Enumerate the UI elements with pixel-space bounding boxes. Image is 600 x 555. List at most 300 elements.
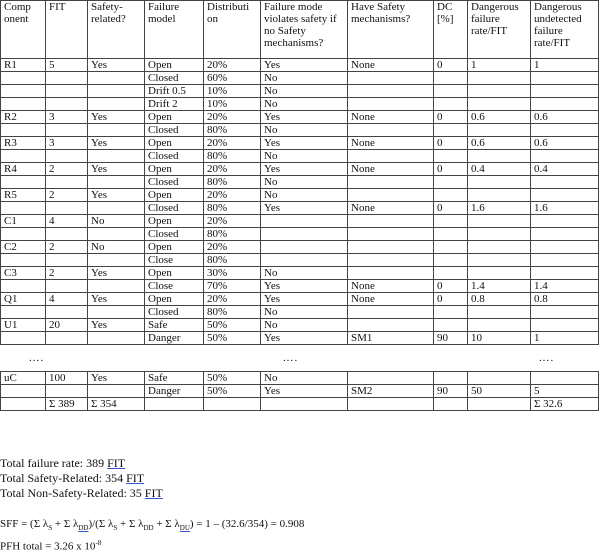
table-cell: 100 bbox=[46, 372, 88, 385]
table-cell: None bbox=[348, 163, 434, 176]
table-cell: 0.8 bbox=[531, 293, 599, 306]
table-cell: No bbox=[261, 319, 348, 332]
table-cell: Safe bbox=[145, 372, 204, 385]
table-cell bbox=[348, 241, 434, 254]
table-cell bbox=[434, 98, 468, 111]
table-cell bbox=[1, 306, 46, 319]
table-cell bbox=[46, 202, 88, 215]
table-cell: None bbox=[348, 111, 434, 124]
table-cell: 80% bbox=[204, 254, 261, 267]
table-cell bbox=[348, 254, 434, 267]
table-cell: No bbox=[261, 372, 348, 385]
table-cell bbox=[88, 254, 145, 267]
table-cell: 0.6 bbox=[531, 111, 599, 124]
table-cell bbox=[348, 85, 434, 98]
table-row bbox=[1, 332, 599, 345]
table-cell bbox=[468, 372, 531, 385]
table-cell bbox=[348, 306, 434, 319]
table-cell bbox=[468, 85, 531, 98]
table-cell bbox=[434, 228, 468, 241]
table-cell: Closed bbox=[145, 124, 204, 137]
table-cell: 2 bbox=[46, 163, 88, 176]
table-cell: U1 bbox=[1, 319, 46, 332]
table-row bbox=[1, 111, 599, 124]
table-cell bbox=[88, 98, 145, 111]
table-cell bbox=[261, 215, 348, 228]
table-cell bbox=[46, 85, 88, 98]
table-cell bbox=[88, 85, 145, 98]
table-cell: Yes bbox=[88, 267, 145, 280]
table-cell: 4 bbox=[46, 293, 88, 306]
table-cell: 0 bbox=[434, 59, 468, 72]
ellipsis-row bbox=[1, 345, 599, 372]
table-cell: Open bbox=[145, 215, 204, 228]
table-row bbox=[1, 202, 599, 215]
table-cell: 0 bbox=[434, 163, 468, 176]
table-cell: 5 bbox=[46, 59, 88, 72]
table-cell bbox=[1, 332, 46, 345]
table-cell bbox=[1, 228, 46, 241]
table-cell bbox=[261, 398, 348, 411]
table-cell bbox=[348, 345, 531, 372]
table-cell bbox=[46, 72, 88, 85]
table-cell bbox=[88, 280, 145, 293]
table-cell bbox=[468, 228, 531, 241]
table-cell bbox=[1, 254, 46, 267]
table-cell bbox=[348, 98, 434, 111]
table-cell: No bbox=[261, 306, 348, 319]
table-cell: R3 bbox=[1, 137, 46, 150]
table-row bbox=[1, 319, 599, 332]
table-cell: Yes bbox=[88, 293, 145, 306]
table-cell bbox=[531, 72, 599, 85]
table-row bbox=[1, 306, 599, 319]
table-cell bbox=[531, 85, 599, 98]
table-cell: 0.4 bbox=[468, 163, 531, 176]
table-cell: 50% bbox=[204, 332, 261, 345]
table-cell: 70% bbox=[204, 280, 261, 293]
table-cell: 4 bbox=[46, 215, 88, 228]
table-cell: Close bbox=[145, 254, 204, 267]
table-cell bbox=[46, 306, 88, 319]
table-cell bbox=[88, 332, 145, 345]
table-cell: Closed bbox=[145, 150, 204, 163]
table-cell bbox=[204, 398, 261, 411]
table-cell: Open bbox=[145, 137, 204, 150]
table-row bbox=[1, 124, 599, 137]
table-cell bbox=[531, 254, 599, 267]
table-cell bbox=[468, 215, 531, 228]
table-cell bbox=[434, 267, 468, 280]
table-cell: 50% bbox=[204, 385, 261, 398]
table-cell: None bbox=[348, 137, 434, 150]
table-cell: No bbox=[261, 267, 348, 280]
column-header: Have Safety mechanisms? bbox=[348, 1, 434, 59]
table-cell: 2 bbox=[46, 241, 88, 254]
table-cell bbox=[434, 189, 468, 202]
table-cell bbox=[348, 267, 434, 280]
table-cell: R2 bbox=[1, 111, 46, 124]
table-cell: 2 bbox=[46, 267, 88, 280]
table-cell bbox=[531, 98, 599, 111]
table-cell bbox=[348, 72, 434, 85]
sff-formula: SFF = (Σ $\lambda_S + \Sigma$ $\lambda_{DD})/(\Sigma$ $\lambda_S + \Sigma$ $\lambda_{DD} + \Sigma$ $\lambda_{DU}) = 1 - (32.6/354) = 0.908$ bbox=[0, 518, 305, 533]
formula-block bbox=[0, 517, 304, 555]
table-cell bbox=[88, 345, 261, 372]
table-cell: No bbox=[261, 176, 348, 189]
table-cell bbox=[348, 176, 434, 189]
table-cell bbox=[46, 176, 88, 189]
table-cell bbox=[88, 150, 145, 163]
table-cell: Drift 0.5 bbox=[145, 85, 204, 98]
table-cell bbox=[531, 319, 599, 332]
table-cell: 20% bbox=[204, 111, 261, 124]
table-cell: 50% bbox=[204, 319, 261, 332]
column-header: Safety-related? bbox=[88, 1, 145, 59]
table-cell: 20% bbox=[204, 241, 261, 254]
table-cell bbox=[468, 189, 531, 202]
table-row bbox=[1, 59, 599, 72]
table-cell: R5 bbox=[1, 189, 46, 202]
table-cell: R4 bbox=[1, 163, 46, 176]
table-cell: 20% bbox=[204, 59, 261, 72]
table-cell: Yes bbox=[261, 385, 348, 398]
table-cell: Yes bbox=[88, 319, 145, 332]
table-cell: uC bbox=[1, 372, 46, 385]
table-cell: C1 bbox=[1, 215, 46, 228]
table-row bbox=[1, 293, 599, 306]
table-cell: Danger bbox=[145, 385, 204, 398]
table-cell: 3 bbox=[46, 137, 88, 150]
column-header: Dangerous failure rate/FIT bbox=[468, 1, 531, 59]
table-row bbox=[1, 137, 599, 150]
table-cell: Yes bbox=[88, 111, 145, 124]
table-body bbox=[1, 59, 599, 411]
table-cell bbox=[88, 202, 145, 215]
table-cell: 90 bbox=[434, 332, 468, 345]
table-cell bbox=[88, 176, 145, 189]
table-cell bbox=[468, 124, 531, 137]
table-cell: 80% bbox=[204, 176, 261, 189]
table-cell bbox=[468, 241, 531, 254]
table-cell bbox=[434, 215, 468, 228]
table-cell bbox=[468, 254, 531, 267]
column-header: Comp onent bbox=[1, 1, 46, 59]
table-cell bbox=[468, 398, 531, 411]
table-row bbox=[1, 98, 599, 111]
table-cell: Safe bbox=[145, 319, 204, 332]
table-cell bbox=[46, 150, 88, 163]
table-cell bbox=[46, 254, 88, 267]
table-cell bbox=[261, 241, 348, 254]
table-cell: SM2 bbox=[348, 385, 434, 398]
table-cell: 0.6 bbox=[468, 111, 531, 124]
table-cell bbox=[434, 254, 468, 267]
table-cell: 0 bbox=[434, 137, 468, 150]
ellipsis-marker: …. bbox=[1, 345, 88, 372]
table-cell: No bbox=[261, 72, 348, 85]
table-row bbox=[1, 385, 599, 398]
table-cell bbox=[468, 150, 531, 163]
table-cell bbox=[468, 98, 531, 111]
sum-value: Σ 389 bbox=[46, 398, 88, 411]
table-row bbox=[1, 215, 599, 228]
table-cell: No bbox=[261, 85, 348, 98]
table-cell: Closed bbox=[145, 228, 204, 241]
table-cell: Closed bbox=[145, 72, 204, 85]
table-cell: 1.6 bbox=[531, 202, 599, 215]
table-cell bbox=[434, 306, 468, 319]
table-cell: 50 bbox=[468, 385, 531, 398]
table-cell: Open bbox=[145, 163, 204, 176]
table-cell bbox=[46, 98, 88, 111]
table-cell: No bbox=[261, 124, 348, 137]
table-cell bbox=[348, 228, 434, 241]
table-cell: 80% bbox=[204, 124, 261, 137]
table-cell bbox=[348, 398, 434, 411]
table-cell bbox=[1, 124, 46, 137]
sum-value: Σ 32.6 bbox=[531, 398, 599, 411]
table-cell bbox=[468, 319, 531, 332]
table-cell: Open bbox=[145, 189, 204, 202]
table-cell bbox=[88, 124, 145, 137]
table-cell: 0 bbox=[434, 111, 468, 124]
pfh-total: PFH total = 3.26 x $10^{-8}$ bbox=[0, 539, 102, 553]
table-cell: No bbox=[261, 98, 348, 111]
table-cell bbox=[261, 228, 348, 241]
table-cell bbox=[531, 215, 599, 228]
table-cell: C2 bbox=[1, 241, 46, 254]
table-cell: 90 bbox=[434, 385, 468, 398]
table-cell bbox=[531, 124, 599, 137]
table-cell bbox=[434, 176, 468, 189]
table-cell bbox=[531, 372, 599, 385]
column-header: Failure mode violates safety if no Safety mechanisms? bbox=[261, 1, 348, 59]
table-row bbox=[1, 228, 599, 241]
table-cell bbox=[1, 202, 46, 215]
total-non-safety-related: Total Non-Safety-Related: 35 FIT bbox=[0, 486, 163, 500]
table-cell bbox=[88, 306, 145, 319]
table-cell: 10% bbox=[204, 98, 261, 111]
table-cell bbox=[1, 150, 46, 163]
table-cell bbox=[434, 85, 468, 98]
column-header: Distributi on bbox=[204, 1, 261, 59]
table-cell bbox=[468, 72, 531, 85]
table-cell: 0.8 bbox=[468, 293, 531, 306]
table-cell bbox=[348, 124, 434, 137]
table-cell: Yes bbox=[261, 137, 348, 150]
table-cell: None bbox=[348, 280, 434, 293]
table-cell bbox=[531, 176, 599, 189]
table-row bbox=[1, 72, 599, 85]
table-row bbox=[1, 163, 599, 176]
table-cell: None bbox=[348, 59, 434, 72]
table-cell bbox=[46, 124, 88, 137]
column-header: DC [%] bbox=[434, 1, 468, 59]
table-cell: 20 bbox=[46, 319, 88, 332]
table-cell: Open bbox=[145, 293, 204, 306]
table-cell: 80% bbox=[204, 202, 261, 215]
table-cell bbox=[145, 398, 204, 411]
table-row bbox=[1, 85, 599, 98]
totals-block bbox=[0, 456, 163, 501]
table-cell bbox=[468, 176, 531, 189]
table-cell bbox=[46, 280, 88, 293]
table-cell: 30% bbox=[204, 267, 261, 280]
table-cell bbox=[261, 254, 348, 267]
table-cell bbox=[531, 267, 599, 280]
table-row bbox=[1, 189, 599, 202]
table-cell: 0 bbox=[434, 280, 468, 293]
table-cell: Yes bbox=[88, 189, 145, 202]
table-cell: None bbox=[348, 202, 434, 215]
table-cell: 20% bbox=[204, 293, 261, 306]
table-row bbox=[1, 267, 599, 280]
table-cell: Yes bbox=[261, 202, 348, 215]
table-cell bbox=[1, 98, 46, 111]
table-cell: Closed bbox=[145, 306, 204, 319]
sum-value: Σ 354 bbox=[88, 398, 145, 411]
table-cell: No bbox=[88, 215, 145, 228]
table-cell bbox=[88, 385, 145, 398]
table-cell bbox=[434, 372, 468, 385]
table-cell: Yes bbox=[88, 163, 145, 176]
table-cell: Yes bbox=[261, 163, 348, 176]
table-cell: Yes bbox=[261, 332, 348, 345]
table-cell: 10 bbox=[468, 332, 531, 345]
table-cell bbox=[46, 228, 88, 241]
table-cell: 3 bbox=[46, 111, 88, 124]
table-cell bbox=[1, 280, 46, 293]
table-cell: 5 bbox=[531, 385, 599, 398]
table-row bbox=[1, 241, 599, 254]
table-cell bbox=[348, 150, 434, 163]
table-cell bbox=[434, 319, 468, 332]
table-cell: No bbox=[261, 150, 348, 163]
table-cell: Yes bbox=[261, 280, 348, 293]
ellipsis-marker: …. bbox=[531, 345, 599, 372]
table-cell bbox=[88, 228, 145, 241]
table-cell: Closed bbox=[145, 176, 204, 189]
table-cell: 0.6 bbox=[531, 137, 599, 150]
table-cell: No bbox=[261, 189, 348, 202]
table-cell: C3 bbox=[1, 267, 46, 280]
table-cell: 80% bbox=[204, 306, 261, 319]
table-cell bbox=[1, 72, 46, 85]
table-cell: 10% bbox=[204, 85, 261, 98]
table-cell bbox=[1, 176, 46, 189]
table-cell bbox=[348, 372, 434, 385]
table-cell: Drift 2 bbox=[145, 98, 204, 111]
table-cell bbox=[531, 150, 599, 163]
table-cell bbox=[531, 228, 599, 241]
table-cell: SM1 bbox=[348, 332, 434, 345]
table-cell: Close bbox=[145, 280, 204, 293]
column-header: FIT bbox=[46, 1, 88, 59]
table-cell bbox=[434, 72, 468, 85]
table-row bbox=[1, 150, 599, 163]
ellipsis-marker: …. bbox=[261, 345, 348, 372]
column-header: Dangerous undetected failure rate/FIT bbox=[531, 1, 599, 59]
table-cell: Open bbox=[145, 59, 204, 72]
table-row bbox=[1, 280, 599, 293]
table-cell: Yes bbox=[88, 59, 145, 72]
column-header: Failure model bbox=[145, 1, 204, 59]
table-cell: Yes bbox=[261, 59, 348, 72]
table-cell bbox=[434, 150, 468, 163]
table-cell: 20% bbox=[204, 163, 261, 176]
table-cell: 1 bbox=[531, 59, 599, 72]
table-cell: None bbox=[348, 293, 434, 306]
table-cell bbox=[46, 332, 88, 345]
table-cell: Open bbox=[145, 241, 204, 254]
table-cell bbox=[1, 385, 46, 398]
table-cell: Q1 bbox=[1, 293, 46, 306]
table-cell bbox=[1, 398, 46, 411]
table-cell: 20% bbox=[204, 215, 261, 228]
table-cell: 0 bbox=[434, 293, 468, 306]
table-cell: R1 bbox=[1, 59, 46, 72]
total-failure-rate: Total failure rate: 389 FIT bbox=[0, 456, 126, 470]
table-cell bbox=[1, 85, 46, 98]
table-cell bbox=[348, 189, 434, 202]
table-cell bbox=[46, 385, 88, 398]
header-row bbox=[1, 1, 599, 59]
table-cell: 60% bbox=[204, 72, 261, 85]
table-cell bbox=[531, 306, 599, 319]
table-cell: Yes bbox=[88, 372, 145, 385]
table-cell: 0.4 bbox=[531, 163, 599, 176]
table-cell: 1 bbox=[468, 59, 531, 72]
table-cell: Yes bbox=[261, 293, 348, 306]
table-cell: 2 bbox=[46, 189, 88, 202]
total-safety-related: Total Safety-Related: 354 FIT bbox=[0, 471, 145, 485]
table-cell bbox=[434, 398, 468, 411]
table-row bbox=[1, 372, 599, 385]
table-cell bbox=[434, 241, 468, 254]
table-cell: 1.4 bbox=[468, 280, 531, 293]
table-cell: 0 bbox=[434, 202, 468, 215]
table-cell bbox=[348, 319, 434, 332]
table-cell: Closed bbox=[145, 202, 204, 215]
table-row bbox=[1, 254, 599, 267]
table-cell bbox=[468, 306, 531, 319]
table-cell: Yes bbox=[88, 137, 145, 150]
table-cell: Open bbox=[145, 111, 204, 124]
table-cell bbox=[348, 215, 434, 228]
table-cell: 1 bbox=[531, 332, 599, 345]
table-cell bbox=[531, 189, 599, 202]
table-cell: 1.4 bbox=[531, 280, 599, 293]
table-cell bbox=[88, 72, 145, 85]
table-cell: 80% bbox=[204, 150, 261, 163]
table-cell: Open bbox=[145, 267, 204, 280]
table-cell bbox=[434, 124, 468, 137]
table-cell: No bbox=[88, 241, 145, 254]
table-cell: 20% bbox=[204, 189, 261, 202]
table-row bbox=[1, 176, 599, 189]
table-cell: 80% bbox=[204, 228, 261, 241]
table-cell: Danger bbox=[145, 332, 204, 345]
table-cell: 20% bbox=[204, 137, 261, 150]
table-cell: Yes bbox=[261, 111, 348, 124]
table-cell bbox=[531, 241, 599, 254]
sum-row bbox=[1, 398, 599, 411]
table-cell bbox=[468, 267, 531, 280]
table-cell: 50% bbox=[204, 372, 261, 385]
table-cell: 1.6 bbox=[468, 202, 531, 215]
table-cell: 0.6 bbox=[468, 137, 531, 150]
